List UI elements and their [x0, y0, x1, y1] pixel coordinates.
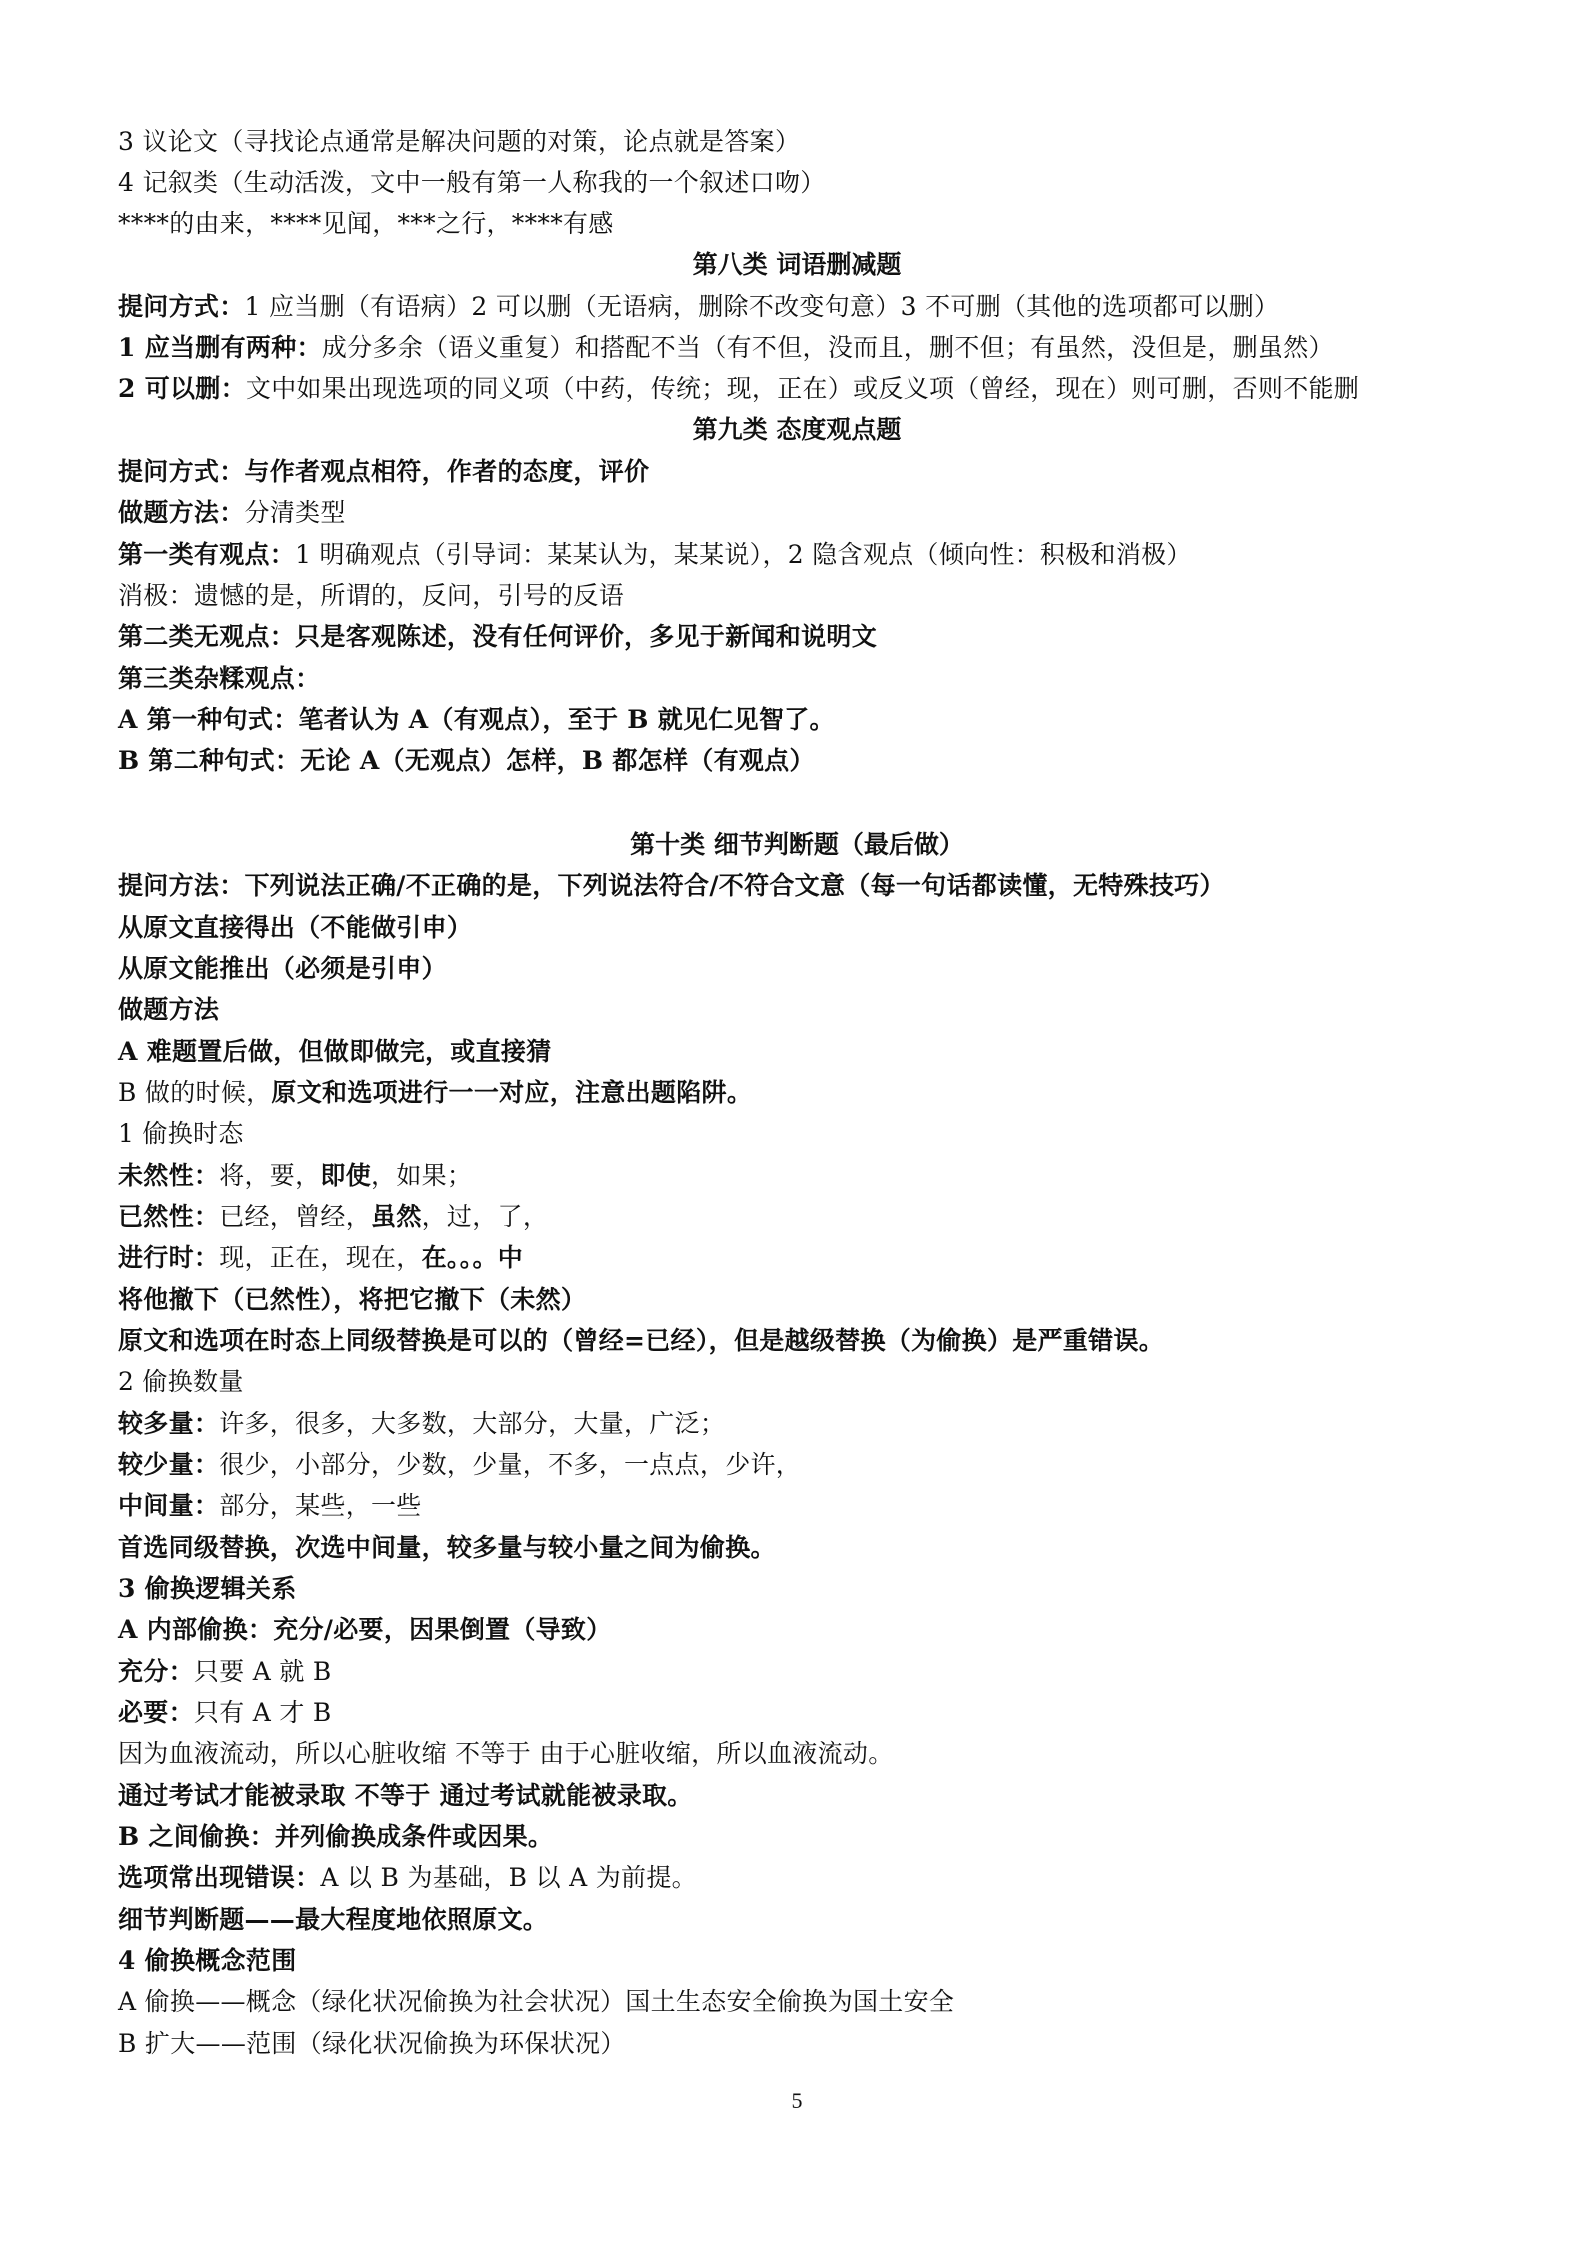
text-span: 许多，很多，大多数，大部分，大量，广泛； [219, 1409, 726, 1438]
text-span: 分清类型 [244, 498, 346, 527]
text-line: 提问方法：下列说法正确/不正确的是，下列说法符合/不符合文意（每一句话都读懂，无特殊技巧） [118, 871, 1225, 900]
text-span: 很少，小部分，少数，少量，不多，一点点，少许， [219, 1450, 802, 1479]
text-span: 将，要， [219, 1161, 321, 1190]
text-span: 部分，某些，一些 [219, 1491, 422, 1520]
text-line: 因为血液流动，所以心脏收缩 不等于 由于心脏收缩，所以血液流动。 [118, 1739, 894, 1768]
text-line: 3 偷换逻辑关系 [118, 1574, 297, 1603]
text-line: B 之间偷换：并列偷换成条件或因果。 [118, 1822, 554, 1851]
text-span: ，过，了， [421, 1202, 549, 1231]
bold-term: 1 应当删有两种： [118, 333, 322, 362]
text-line [118, 1861, 697, 1895]
bold-term: 第一类有观点： [118, 540, 296, 569]
text-span: 文中如果出现选项的同义项（中药，传统；现，正在）或反义项（曾经，现在）则可删，否则不能删 [245, 374, 1360, 403]
text-span: B 做的时候， [118, 1078, 272, 1107]
text-line: 将他撤下（已然性），将把它撤下（未然） [118, 1285, 587, 1314]
text-span: 1 明确观点（引导词：某某认为，某某说），2 隐含观点（倾向性：积极和消极） [295, 540, 1192, 569]
text-span: 只有 A 才 B [193, 1698, 332, 1727]
text-line [118, 1448, 801, 1482]
text-line: 第三类杂糅观点： [118, 664, 321, 693]
section-heading: 第八类 词语删减题 [692, 250, 902, 279]
section-heading: 第十类 细节判断题（最后做） [630, 830, 964, 859]
text-line: ****的由来，****见闻，***之行，****有感 [118, 209, 614, 238]
text-line: 3 议论文（寻找论点通常是解决问题的对策，论点就是答案） [118, 127, 801, 156]
text-line: 从原文直接得出（不能做引申） [118, 913, 473, 942]
bold-term: 较多量： [118, 1409, 220, 1438]
section-heading: 第九类 态度观点题 [692, 415, 902, 444]
text-line: B 扩大——范围（绿化状况偷换为环保状况） [118, 2029, 626, 2058]
text-line [118, 1489, 422, 1523]
bold-term: 2 可以删： [118, 374, 246, 403]
text-line [118, 1696, 332, 1730]
text-line: A 内部偷换：充分/必要，因果倒置（导致） [118, 1615, 612, 1644]
text-line: 消极：遗憾的是，所谓的，反问，引号的反语 [118, 581, 625, 610]
text-line: 4 偷换概念范围 [118, 1946, 297, 1975]
bold-term: 做题方法： [118, 498, 245, 527]
text-span: A 以 B 为基础，B 以 A 为前提。 [320, 1863, 697, 1892]
text-span: 已经，曾经， [219, 1202, 372, 1231]
text-span: 1 应当删（有语病）2 可以删（无语病，删除不改变句意）3 不可删（其他的选项都可以删） [244, 292, 1280, 321]
text-line: 第二类无观点：只是客观陈述，没有任何评价，多见于新闻和说明文 [118, 622, 878, 651]
text-line: 细节判断题——最大程度地依照原文。 [118, 1905, 549, 1934]
text-line [118, 1159, 472, 1193]
bold-term: 已然性： [118, 1202, 220, 1231]
text-line: 提问方式：与作者观点相符，作者的态度，评价 [118, 457, 650, 486]
text-line: 原文和选项在时态上同级替换是可以的（曾经=已经），但是越级替换（为偷换）是严重错误。 [118, 1326, 1165, 1355]
text-span: 成分多余（语义重复）和搭配不当（有不但，没而且，删不但；有虽然，没但是，删虽然） [321, 333, 1334, 362]
text-line: 2 偷换数量 [118, 1367, 244, 1396]
text-line [118, 1076, 752, 1110]
bold-term: 充分： [118, 1657, 194, 1686]
text-line: A 第一种句式：笔者认为 A（有观点），至于 B 就见仁见智了。 [118, 705, 835, 734]
text-span: 现，正在，现在， [219, 1243, 422, 1272]
bold-term: 进行时： [118, 1243, 220, 1272]
text-line: 做题方法 [118, 995, 220, 1024]
text-line: A 偷换——概念（绿化状况偷换为社会状况）国土生态安全偷换为国土安全 [118, 1987, 955, 2016]
text-span: 只要 A 就 B [193, 1657, 332, 1686]
text-line: B 第二种句式：无论 A（无观点）怎样，B 都怎样（有观点） [118, 746, 815, 775]
text-line [118, 331, 1334, 365]
text-line: 从原文能推出（必须是引申） [118, 954, 447, 983]
bold-term: 即使 [320, 1161, 372, 1190]
text-line [118, 372, 1359, 406]
text-line: 通过考试才能被录取 不等于 通过考试就能被录取。 [118, 1781, 693, 1810]
text-line: A 难题置后做，但做即做完，或直接猜 [118, 1037, 552, 1066]
bold-term: 较少量： [118, 1450, 220, 1479]
text-line [118, 290, 1279, 324]
text-line: 首选同级替换，次选中间量，较多量与较小量之间为偷换。 [118, 1533, 776, 1562]
bold-term: 提问方式： [118, 292, 245, 321]
bold-term: 中间量： [118, 1491, 220, 1520]
page-number: 5 [791, 2088, 803, 2113]
text-line: 4 记叙类（生动活泼，文中一般有第一人称我的一个叙述口吻） [118, 168, 826, 197]
bold-term: 在。。。中 [421, 1243, 524, 1272]
text-line [118, 1200, 548, 1234]
bold-term: 原文和选项进行一一对应，注意出题陷阱。 [271, 1078, 753, 1107]
bold-term: 选项常出现错误： [118, 1863, 321, 1892]
bold-term: 虽然 [371, 1202, 422, 1231]
text-line [118, 1407, 725, 1441]
text-line [118, 538, 1192, 572]
bold-term: 必要： [118, 1698, 194, 1727]
text-line [118, 496, 346, 530]
text-line: 1 偷换时态 [118, 1119, 244, 1148]
text-line [118, 1241, 523, 1275]
text-span: ，如果； [371, 1161, 473, 1190]
bold-term: 未然性： [118, 1161, 220, 1190]
text-line [118, 1655, 332, 1689]
